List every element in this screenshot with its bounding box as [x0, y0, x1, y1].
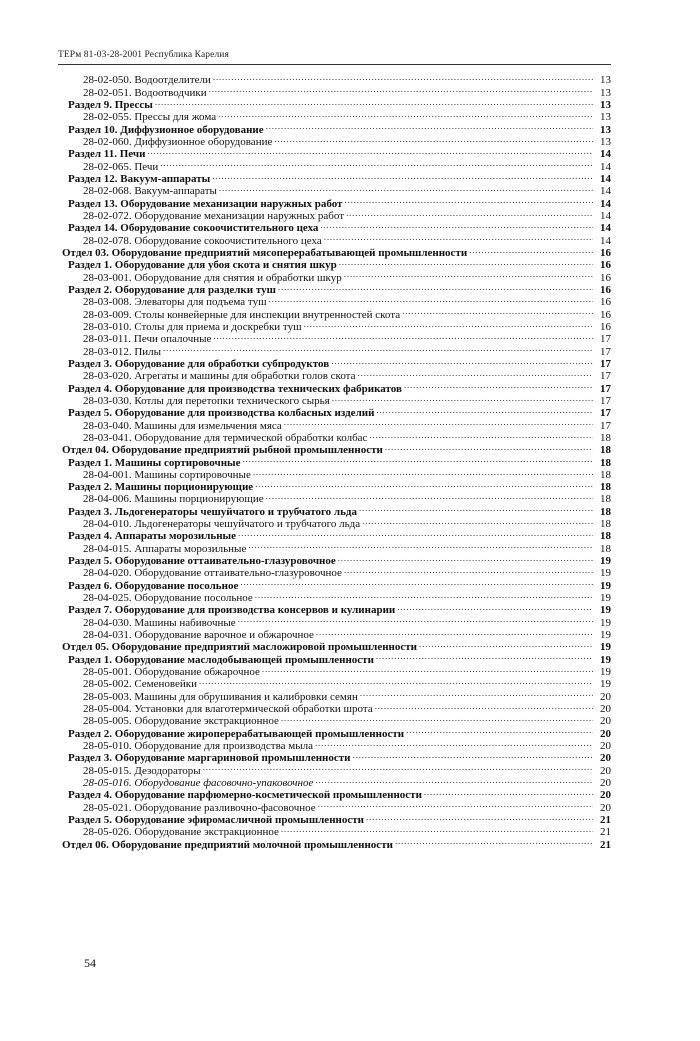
dot-leader	[385, 441, 593, 453]
dot-leader	[255, 478, 593, 490]
dot-leader	[318, 798, 593, 810]
toc-entry-page: 20	[600, 740, 611, 753]
toc-entry-page: 16	[600, 259, 611, 272]
toc-entry-title: 28-03-009. Столы конвейерные для инспекции внутренностей скота	[83, 308, 401, 321]
toc-entry-title: Раздел 5. Оборудование для производства колбасных изделий	[68, 407, 375, 420]
toc-entry-title: 28-03-012. Пилы	[83, 345, 162, 358]
toc-entry-title: Раздел 5. Оборудование эфиромасличной промышленности	[68, 814, 364, 827]
toc-entry-title: 28-03-041. Оборудование для термической обработки колбас	[83, 431, 368, 444]
running-header: ТЕРм 81-03-28-2001 Республика Карелия	[58, 50, 229, 60]
toc-entry-title: Раздел 13. Оборудование механизации наружных работ	[68, 197, 343, 210]
toc-entry-title: 28-02-078. Оборудование сокоочистительного цеха	[83, 234, 322, 247]
toc-entry-page: 17	[600, 382, 611, 395]
dot-leader	[376, 650, 593, 662]
toc-entry-page: 16	[600, 271, 611, 284]
dot-leader	[219, 182, 593, 194]
dot-leader	[346, 207, 593, 219]
toc-entry-page: 13	[600, 86, 611, 99]
dot-leader	[147, 145, 593, 157]
dot-leader	[163, 342, 593, 354]
dot-leader	[304, 318, 593, 330]
dot-leader	[199, 675, 593, 687]
toc-entry-page: 14	[600, 222, 611, 235]
toc-entry-title: 28-05-016. Оборудование фасовочно-упаковочное	[83, 777, 314, 790]
toc-entry-title: Раздел 2. Машины порционирующие	[68, 481, 254, 494]
toc-entry-page: 19	[600, 629, 611, 642]
dot-leader	[255, 589, 593, 601]
toc-entry-page: 13	[600, 98, 611, 111]
toc-entry-title: Раздел 12. Вакуум-аппараты	[68, 172, 211, 185]
table-of-contents	[58, 71, 611, 851]
toc-entry-title: 28-03-030. Котлы для перетопки технического сырья	[83, 394, 330, 407]
toc-entry-page: 17	[600, 370, 611, 383]
dot-leader	[248, 539, 593, 551]
toc-entry-title: Отдел 06. Оборудование предприятий молочной промышленности	[62, 838, 393, 851]
dot-leader	[253, 466, 593, 478]
dot-leader	[331, 355, 593, 367]
toc-entry-title: 28-03-008. Элеваторы для подъема туш	[83, 296, 267, 309]
dot-leader	[240, 576, 593, 588]
toc-entry-page: 20	[600, 764, 611, 777]
toc-entry-page: 17	[600, 394, 611, 407]
toc-entry-title: 28-02-072. Оборудование механизации наружных работ	[83, 209, 345, 222]
toc-entry-page: 14	[600, 148, 611, 161]
toc-entry-page: 17	[600, 419, 611, 432]
toc-entry-title: 28-05-001. Оборудование обжарочное	[83, 666, 260, 679]
toc-entry-title: Раздел 1. Оборудование маслодобывающей промышленности	[68, 653, 374, 666]
toc-entry-title: Раздел 11. Печи	[68, 148, 146, 161]
dot-leader	[281, 712, 593, 724]
toc-entry-title: 28-04-010. Льдогенераторы чешуйчатого и трубчатого льда	[83, 518, 361, 531]
toc-entry-page: 14	[600, 172, 611, 185]
toc-entry-title: 28-04-031. Оборудование варочное и обжарочное	[83, 629, 314, 642]
toc-entry-page: 18	[600, 493, 611, 506]
toc-entry-page: 20	[600, 789, 611, 802]
toc-entry-page: 13	[600, 123, 611, 136]
toc-entry-page: 13	[600, 74, 611, 87]
dot-leader	[338, 552, 593, 564]
dot-leader	[160, 157, 593, 169]
toc-entry-title: 28-02-055. Прессы для жома	[83, 111, 217, 124]
toc-entry-page: 17	[600, 345, 611, 358]
toc-entry-page: 19	[600, 579, 611, 592]
toc-entry-title: 28-03-010. Столы для приема и доскребки туш	[83, 320, 302, 333]
toc-entry-title: Отдел 04. Оборудование предприятий рыбной промышленности	[62, 444, 383, 457]
dot-leader	[360, 687, 593, 699]
dot-leader	[238, 527, 593, 539]
toc-entry-title: 28-02-051. Водоотводчики	[83, 86, 207, 99]
toc-entry-page: 14	[600, 160, 611, 173]
toc-entry-page: 16	[600, 308, 611, 321]
toc-entry-title: Раздел 6. Оборудование посольное	[68, 579, 239, 592]
toc-entry-title: 28-05-021. Оборудование разливочно-фасовочное	[83, 801, 316, 814]
toc-entry-title: 28-04-030. Машины набивочные	[83, 616, 236, 629]
toc-entry-page: 21	[600, 838, 611, 851]
toc-entry-page: 19	[600, 653, 611, 666]
toc-entry-title: Раздел 1. Машины сортировочные	[68, 456, 241, 469]
dot-leader	[344, 268, 593, 280]
dot-leader	[402, 305, 593, 317]
toc-entry-page: 17	[600, 333, 611, 346]
dot-leader	[320, 219, 593, 231]
toc-entry-page: 18	[600, 444, 611, 457]
dot-leader	[266, 490, 593, 502]
toc-entry-page: 19	[600, 641, 611, 654]
toc-entry-title: 28-05-015. Дезодораторы	[83, 764, 201, 777]
dot-leader	[376, 404, 593, 416]
toc-entry-title: 28-02-060. Диффузионное оборудование	[83, 135, 273, 148]
dot-leader	[213, 330, 593, 342]
toc-entry-title: Раздел 2. Оборудование жироперерабатывающей промышленности	[68, 727, 405, 740]
toc-entry-page: 16	[600, 246, 611, 259]
toc-entry-page: 14	[600, 234, 611, 247]
toc-entry-title: Раздел 4. Аппараты морозильные	[68, 530, 237, 543]
dot-leader	[209, 83, 593, 95]
dot-leader	[278, 281, 593, 293]
dot-leader	[266, 120, 593, 132]
toc-entry-title: Раздел 7. Оборудование для производства консервов и кулинарии	[68, 604, 396, 617]
toc-entry-page: 18	[600, 468, 611, 481]
toc-entry-title: Раздел 4. Оборудование парфюмерно-косметической промышленности	[68, 789, 422, 802]
dot-leader	[315, 774, 593, 786]
dot-leader	[358, 367, 594, 379]
dot-leader	[155, 96, 593, 108]
toc-entry-page: 18	[600, 481, 611, 494]
dot-leader	[332, 392, 593, 404]
toc-entry-title: 28-02-068. Вакуум-аппараты	[83, 185, 217, 198]
toc-entry-page: 17	[600, 407, 611, 420]
toc-entry-title: 28-03-001. Оборудование для снятия и обработки шкур	[83, 271, 342, 284]
header-divider	[58, 64, 611, 65]
dot-leader	[324, 231, 593, 243]
toc-entry-page: 20	[600, 690, 611, 703]
dot-leader	[218, 108, 593, 120]
toc-entry-title: Отдел 03. Оборудование предприятий мясоперерабатывающей промышленности	[62, 246, 468, 259]
dot-leader	[359, 502, 593, 514]
dot-leader	[262, 663, 593, 675]
toc-entry-page: 19	[600, 616, 611, 629]
toc-entry-page: 14	[600, 209, 611, 222]
dot-leader	[424, 786, 593, 798]
toc-entry-page: 13	[600, 135, 611, 148]
toc-entry-page: 21	[600, 826, 611, 839]
toc-entry-page: 20	[600, 777, 611, 790]
dot-leader	[406, 724, 593, 736]
dot-leader	[284, 416, 593, 428]
toc-entry-title: Раздел 3. Оборудование маргариновой промышленности	[68, 752, 351, 765]
toc-entry-page: 17	[600, 357, 611, 370]
toc-entry-title: Раздел 3. Льдогенераторы чешуйчатого и трубчатого льда	[68, 505, 357, 518]
toc-entry-title: 28-05-005. Оборудование экстракционное	[83, 715, 279, 728]
toc-entry-page: 13	[600, 111, 611, 124]
toc-entry-title: Отдел 05. Оборудование предприятий масложировой промышленности	[62, 641, 418, 654]
toc-entry-page: 19	[600, 678, 611, 691]
dot-leader	[316, 626, 593, 638]
toc-entry-page: 20	[600, 752, 611, 765]
dot-leader	[419, 638, 593, 650]
dot-leader	[315, 737, 593, 749]
dot-leader	[404, 379, 593, 391]
toc-entry-title: Раздел 5. Оборудование оттаивательно-глазуровочное	[68, 555, 336, 568]
toc-entry-title: Раздел 1. Оборудование для убоя скота и снятия шкур	[68, 259, 337, 272]
toc-entry-page: 19	[600, 592, 611, 605]
toc-entry-page: 20	[600, 727, 611, 740]
toc-entry-title: 28-05-002. Семеновейки	[83, 678, 198, 691]
toc-entry-title: 28-04-015. Аппараты морозильные	[83, 542, 247, 555]
toc-entry-page: 18	[600, 456, 611, 469]
toc-entry-page: 14	[600, 185, 611, 198]
toc-entry-title: 28-04-006. Машины порционирующие	[83, 493, 264, 506]
dot-leader	[366, 811, 593, 823]
toc-entry-page: 16	[600, 296, 611, 309]
toc-entry-title: 28-05-004. Установки для влаготермической обработки шрота	[83, 703, 373, 716]
toc-entry-page: 19	[600, 666, 611, 679]
toc-entry-title: 28-04-025. Оборудование посольное	[83, 592, 253, 605]
dot-leader	[269, 293, 593, 305]
dot-leader	[397, 601, 593, 613]
toc-entry-title: 28-03-020. Агрегаты и машины для обработки голов скота	[83, 370, 356, 383]
toc-entry-page: 18	[600, 530, 611, 543]
toc-entry-title: Раздел 9. Прессы	[68, 98, 153, 111]
toc-entry-title: 28-03-011. Печи опалочные	[83, 333, 212, 346]
dot-leader	[281, 823, 593, 835]
toc-entry-title: 28-05-026. Оборудование экстракционное	[83, 826, 279, 839]
toc-entry-page: 16	[600, 320, 611, 333]
toc-entry-title: 28-04-020. Оборудование оттаивательно-глазуровочное	[83, 567, 342, 580]
toc-entry-title: 28-03-040. Машины для измельчения мяса	[83, 419, 282, 432]
toc-entry-title: Раздел 4. Оборудование для производства технических фабрикатов	[68, 382, 402, 395]
toc-entry-page: 19	[600, 604, 611, 617]
toc-entry-page: 14	[600, 197, 611, 210]
toc-entry-page: 19	[600, 555, 611, 568]
dot-leader	[339, 256, 593, 268]
toc-entry-page: 20	[600, 703, 611, 716]
toc-entry-page: 20	[600, 801, 611, 814]
dot-leader	[344, 194, 593, 206]
toc-entry-page: 16	[600, 283, 611, 296]
dot-leader	[212, 170, 593, 182]
toc-entry-page: 20	[600, 715, 611, 728]
toc-entry-title: 28-02-065. Печи	[83, 160, 159, 173]
toc-entry-page: 18	[600, 542, 611, 555]
toc-item	[58, 71, 611, 87]
toc-entry-page: 21	[600, 814, 611, 827]
dot-leader	[238, 613, 593, 625]
toc-entry-title: 28-05-010. Оборудование для производства мыла	[83, 740, 313, 753]
dot-leader	[395, 835, 593, 847]
toc-entry-title: 28-04-001. Машины сортировочные	[83, 468, 251, 481]
toc-entry-title: Раздел 2. Оборудование для разделки туш	[68, 283, 276, 296]
page-number: 54	[84, 956, 96, 970]
dot-leader	[353, 749, 593, 761]
dot-leader	[369, 429, 593, 441]
dot-leader	[203, 761, 593, 773]
dot-leader	[469, 244, 593, 256]
toc-entry-page: 18	[600, 505, 611, 518]
dot-leader	[213, 71, 593, 83]
toc-entry-page: 18	[600, 518, 611, 531]
toc-entry-title: Раздел 3. Оборудование для обработки субпродуктов	[68, 357, 330, 370]
toc-entry-title: Раздел 10. Диффузионное оборудование	[68, 123, 264, 136]
dot-leader	[362, 515, 593, 527]
dot-leader	[344, 564, 593, 576]
toc-entry-page: 19	[600, 567, 611, 580]
toc-entry-title: Раздел 14. Оборудование сокоочистительного цеха	[68, 222, 319, 235]
toc-entry-title: 28-05-003. Машины для обрушивания и калибровки семян	[83, 690, 358, 703]
toc-entry-title: 28-02-050. Водоотделители	[83, 74, 211, 87]
toc-entry-page: 18	[600, 431, 611, 444]
dot-leader	[274, 133, 593, 145]
dot-leader	[375, 700, 593, 712]
dot-leader	[243, 453, 593, 465]
